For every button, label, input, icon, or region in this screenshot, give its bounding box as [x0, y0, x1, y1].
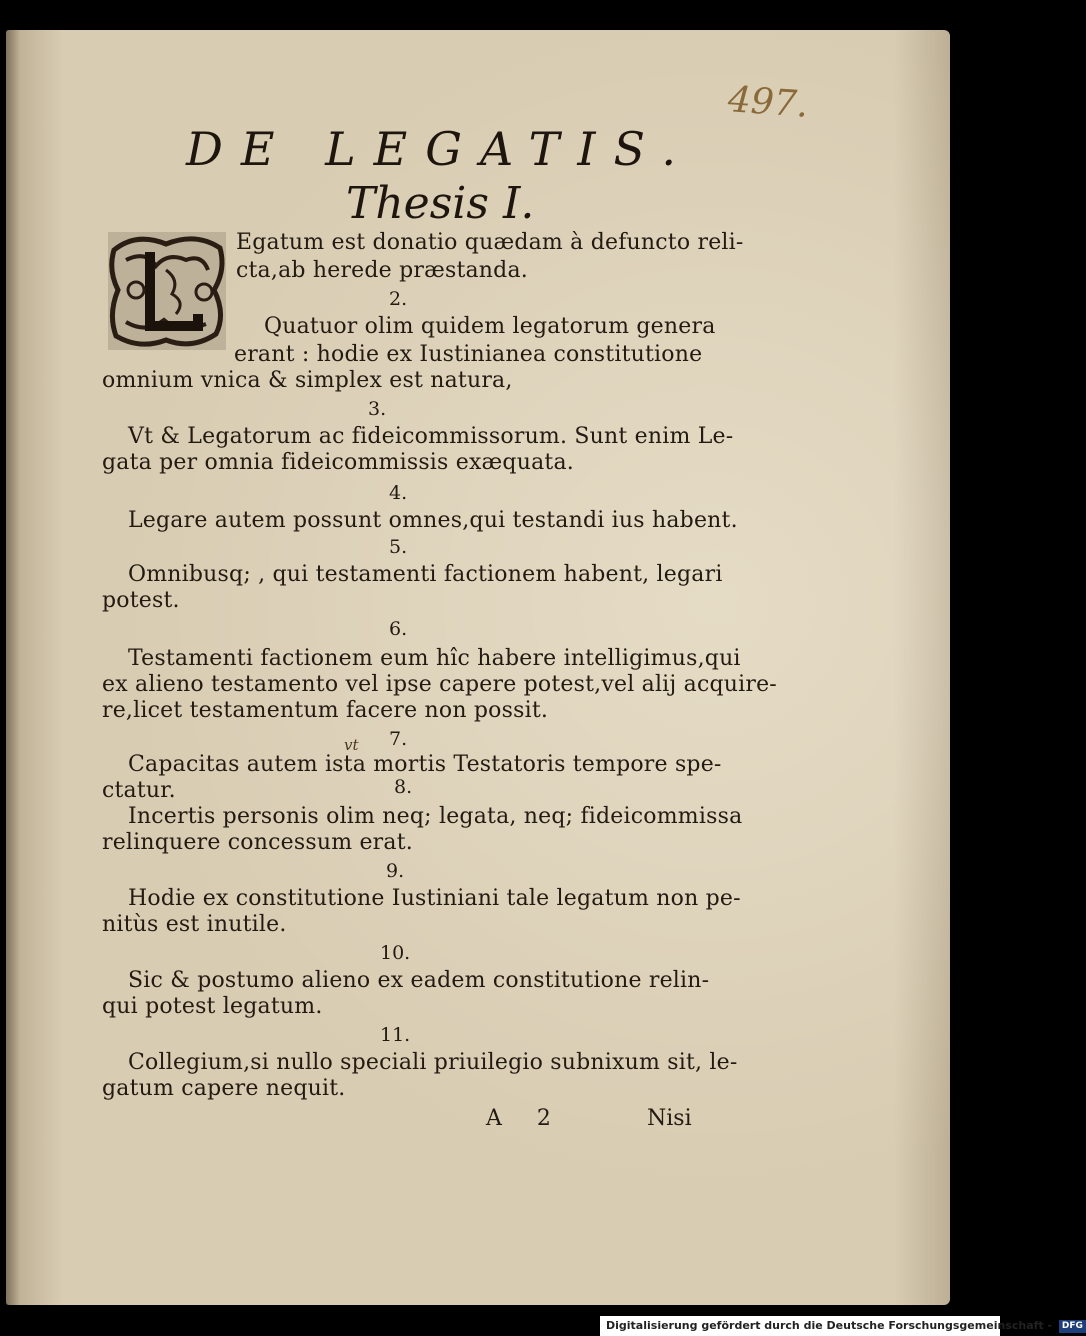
text-line: Testamenti factionem eum hîc habere intelligimus,qui	[128, 646, 741, 671]
text-line: Egatum est donatio quædam à defuncto reli-	[236, 230, 744, 255]
footer-text: Digitalisierung gefördert durch die Deutsche Forschungsgemeinschaft -	[606, 1319, 1053, 1332]
thesis-number: 6.	[389, 618, 408, 640]
signature-mark: A 2	[486, 1106, 565, 1131]
text-line: potest.	[102, 588, 180, 613]
marginal-annotation: vt	[344, 736, 359, 754]
digitization-footer	[600, 1316, 1083, 1336]
thesis-number: 5.	[389, 536, 408, 558]
text-line: re,licet testamentum facere non possit.	[102, 698, 549, 723]
dfg-logo-icon: DFG	[1059, 1320, 1086, 1333]
thesis-number: 3.	[368, 398, 387, 420]
text-line: Incertis personis olim neq; legata, neq; fideicommissa	[128, 804, 743, 829]
folio-number: 497.	[726, 79, 810, 126]
text-line: cta,ab herede præstanda.	[236, 258, 528, 283]
text-line: omnium vnica & simplex est natura,	[102, 368, 513, 393]
text-line: Vt & Legatorum ac fideicommissorum. Sunt enim Le-	[128, 424, 734, 449]
text-line: erant : hodie ex Iustinianea constitutione	[234, 342, 703, 367]
text-line: ctatur.	[102, 778, 176, 803]
catchword: Nisi	[647, 1106, 692, 1131]
thesis-number: 2.	[389, 288, 408, 310]
text-line: gata per omnia fideicommissis exæquata.	[102, 450, 574, 475]
text-line: Hodie ex constitutione Iustiniani tale legatum non pe-	[128, 886, 741, 911]
text-line: qui potest legatum.	[102, 994, 323, 1019]
text-line: Capacitas autem ista mortis Testatoris tempore spe-	[128, 752, 722, 777]
text-line: ex alieno testamento vel ipse capere potest,vel alij acquire-	[102, 672, 777, 697]
thesis-number: 4.	[389, 482, 408, 504]
text-line: Sic & postumo alieno ex eadem constitutione relin-	[128, 968, 710, 993]
thesis-number: 10.	[380, 942, 411, 964]
thesis-number: 8.	[394, 776, 413, 798]
text-line: relinquere concessum erat.	[102, 830, 413, 855]
text-line: Legare autem possunt omnes,qui testandi ius habent.	[128, 508, 738, 533]
text-line: Collegium,si nullo speciali priuilegio subnixum sit, le-	[128, 1050, 738, 1075]
thesis-number: 11.	[380, 1024, 411, 1046]
text-line: gatum capere nequit.	[102, 1076, 346, 1101]
thesis-number: 9.	[386, 860, 405, 882]
text-line: Omnibusq; , qui testamenti factionem habent, legari	[128, 562, 723, 587]
text-line: nitùs est inutile.	[102, 912, 287, 937]
text-line: Quatuor olim quidem legatorum genera	[264, 314, 716, 339]
thesis-heading: Thesis I.	[346, 178, 535, 229]
decorated-initial-l-icon	[106, 230, 228, 352]
book-page	[6, 30, 950, 1305]
page-heading: DE LEGATIS.	[186, 122, 695, 176]
thesis-number: 7.	[389, 728, 408, 750]
